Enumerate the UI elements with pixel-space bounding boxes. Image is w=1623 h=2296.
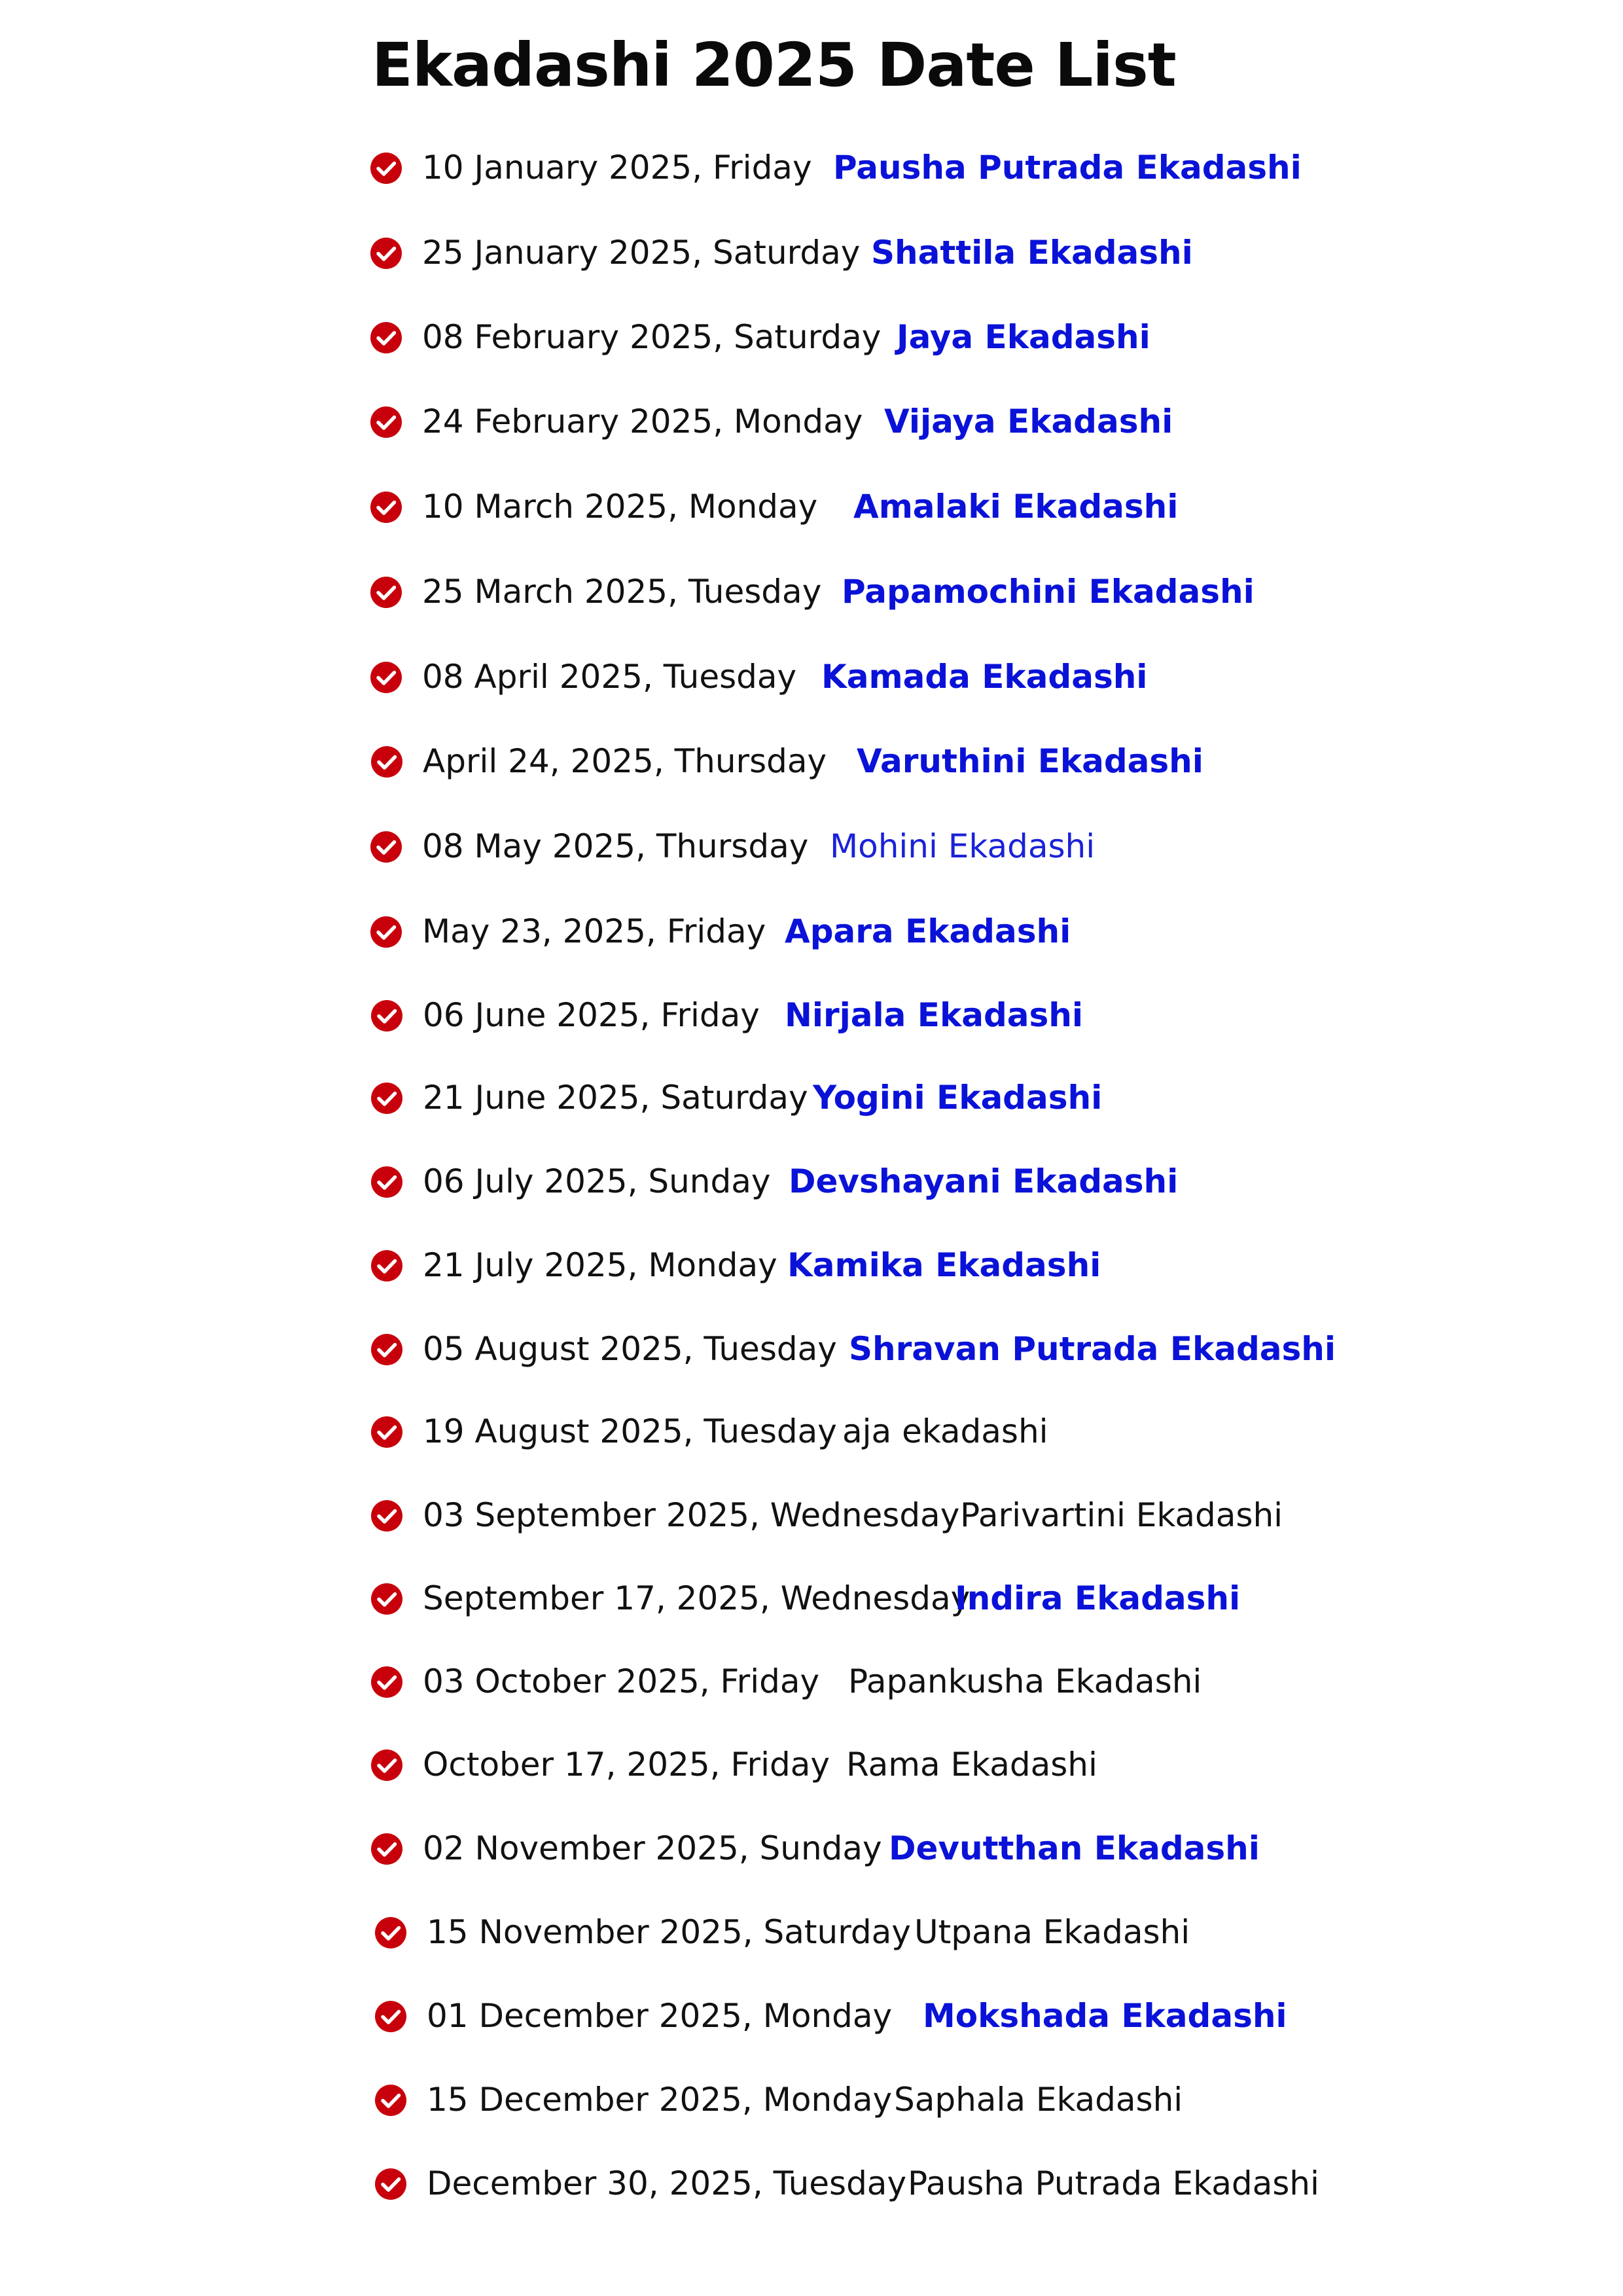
check-circle-icon — [370, 1416, 403, 1448]
page-title: Ekadashi 2025 Date List — [372, 30, 1176, 100]
ekadashi-name-link[interactable]: Nirjala Ekadashi — [785, 996, 1083, 1034]
ekadashi-name-link[interactable]: Amalaki Ekadashi — [853, 488, 1179, 526]
ekadashi-name-link[interactable]: Vijaya Ekadashi — [884, 403, 1173, 440]
ekadashi-date: 08 February 2025, Saturday — [422, 318, 882, 356]
ekadashi-name-link[interactable]: Mohini Ekadashi — [830, 827, 1096, 865]
ekadashi-name-link[interactable]: Apara Ekadashi — [785, 912, 1071, 950]
check-circle-icon — [370, 1833, 403, 1865]
check-circle-icon — [370, 745, 403, 778]
check-circle-icon — [370, 491, 402, 524]
check-circle-icon — [370, 576, 402, 609]
ekadashi-name-link[interactable]: Devshayani Ekadashi — [789, 1162, 1179, 1200]
ekadashi-name-link[interactable]: Yogini Ekadashi — [813, 1079, 1103, 1117]
ekadashi-date: 03 September 2025, Wednesday — [423, 1496, 960, 1534]
ekadashi-name-link[interactable]: Indira Ekadashi — [955, 1579, 1241, 1617]
ekadashi-name: Saphala Ekadashi — [894, 2081, 1183, 2119]
check-circle-icon — [370, 1249, 403, 1282]
check-circle-icon — [374, 1916, 407, 1949]
ekadashi-date: 24 February 2025, Monday — [422, 403, 863, 440]
check-circle-icon — [370, 1333, 403, 1366]
check-circle-icon — [370, 1166, 403, 1198]
ekadashi-date: December 30, 2025, Tuesday — [427, 2164, 907, 2202]
check-circle-icon — [374, 2084, 407, 2117]
check-circle-icon — [370, 406, 402, 439]
ekadashi-name-link[interactable]: Mokshada Ekadashi — [923, 1997, 1287, 2035]
ekadashi-date: 06 July 2025, Sunday — [423, 1162, 771, 1200]
check-circle-icon — [370, 1666, 403, 1698]
ekadashi-date: September 17, 2025, Wednesday — [423, 1579, 971, 1617]
check-circle-icon — [374, 2000, 407, 2033]
ekadashi-name-link[interactable]: Jaya Ekadashi — [897, 318, 1150, 356]
ekadashi-date: 10 January 2025, Friday — [422, 149, 812, 187]
ekadashi-name: aja ekadashi — [842, 1412, 1048, 1450]
check-circle-icon — [370, 661, 402, 694]
ekadashi-date: 15 November 2025, Saturday — [427, 1913, 911, 1951]
check-circle-icon — [370, 1583, 403, 1615]
ekadashi-date: 08 May 2025, Thursday — [422, 827, 809, 865]
ekadashi-name-link[interactable]: Kamada Ekadashi — [821, 658, 1148, 696]
check-circle-icon — [370, 1749, 403, 1782]
ekadashi-date: May 23, 2025, Friday — [422, 912, 766, 950]
ekadashi-date: 15 December 2025, Monday — [427, 2081, 893, 2119]
ekadashi-name: Utpana Ekadashi — [914, 1913, 1190, 1951]
ekadashi-name-link[interactable]: Shattila Ekadashi — [871, 234, 1193, 272]
check-circle-icon — [374, 2168, 407, 2200]
ekadashi-name-link[interactable]: Shravan Putrada Ekadashi — [849, 1330, 1336, 1368]
ekadashi-date: 10 March 2025, Monday — [422, 488, 818, 526]
ekadashi-name-link[interactable]: Papamochini Ekadashi — [842, 573, 1255, 611]
check-circle-icon — [370, 152, 402, 185]
check-circle-icon — [370, 1082, 403, 1115]
ekadashi-name: Parivartini Ekadashi — [960, 1496, 1283, 1534]
ekadashi-date: October 17, 2025, Friday — [423, 1746, 830, 1784]
ekadashi-date: 01 December 2025, Monday — [427, 1997, 893, 2035]
check-circle-icon — [370, 831, 402, 863]
check-circle-icon — [370, 237, 402, 270]
ekadashi-name-link[interactable]: Pausha Putrada Ekadashi — [833, 149, 1302, 187]
ekadashi-date: 05 August 2025, Tuesday — [423, 1330, 837, 1368]
ekadashi-date: 25 March 2025, Tuesday — [422, 573, 822, 611]
ekadashi-date: 19 August 2025, Tuesday — [423, 1412, 837, 1450]
ekadashi-date: 21 June 2025, Saturday — [423, 1079, 808, 1117]
check-circle-icon — [370, 1499, 403, 1532]
check-circle-icon — [370, 321, 402, 354]
ekadashi-date: 02 November 2025, Sunday — [423, 1829, 882, 1867]
ekadashi-name: Pausha Putrada Ekadashi — [908, 2164, 1319, 2202]
ekadashi-date: 08 April 2025, Tuesday — [422, 658, 797, 696]
ekadashi-date: 21 July 2025, Monday — [423, 1246, 777, 1284]
ekadashi-date: 25 January 2025, Saturday — [422, 234, 861, 272]
ekadashi-date: April 24, 2025, Thursday — [423, 742, 827, 780]
ekadashi-name-link[interactable]: Varuthini Ekadashi — [857, 742, 1204, 780]
ekadashi-name: Papankusha Ekadashi — [848, 1662, 1202, 1700]
ekadashi-date: 03 October 2025, Friday — [423, 1662, 820, 1700]
check-circle-icon — [370, 916, 402, 948]
ekadashi-date: 06 June 2025, Friday — [423, 996, 760, 1034]
ekadashi-name-link[interactable]: Devutthan Ekadashi — [889, 1829, 1260, 1867]
ekadashi-name-link[interactable]: Kamika Ekadashi — [787, 1246, 1101, 1284]
check-circle-icon — [370, 999, 403, 1032]
ekadashi-name: Rama Ekadashi — [846, 1746, 1097, 1784]
